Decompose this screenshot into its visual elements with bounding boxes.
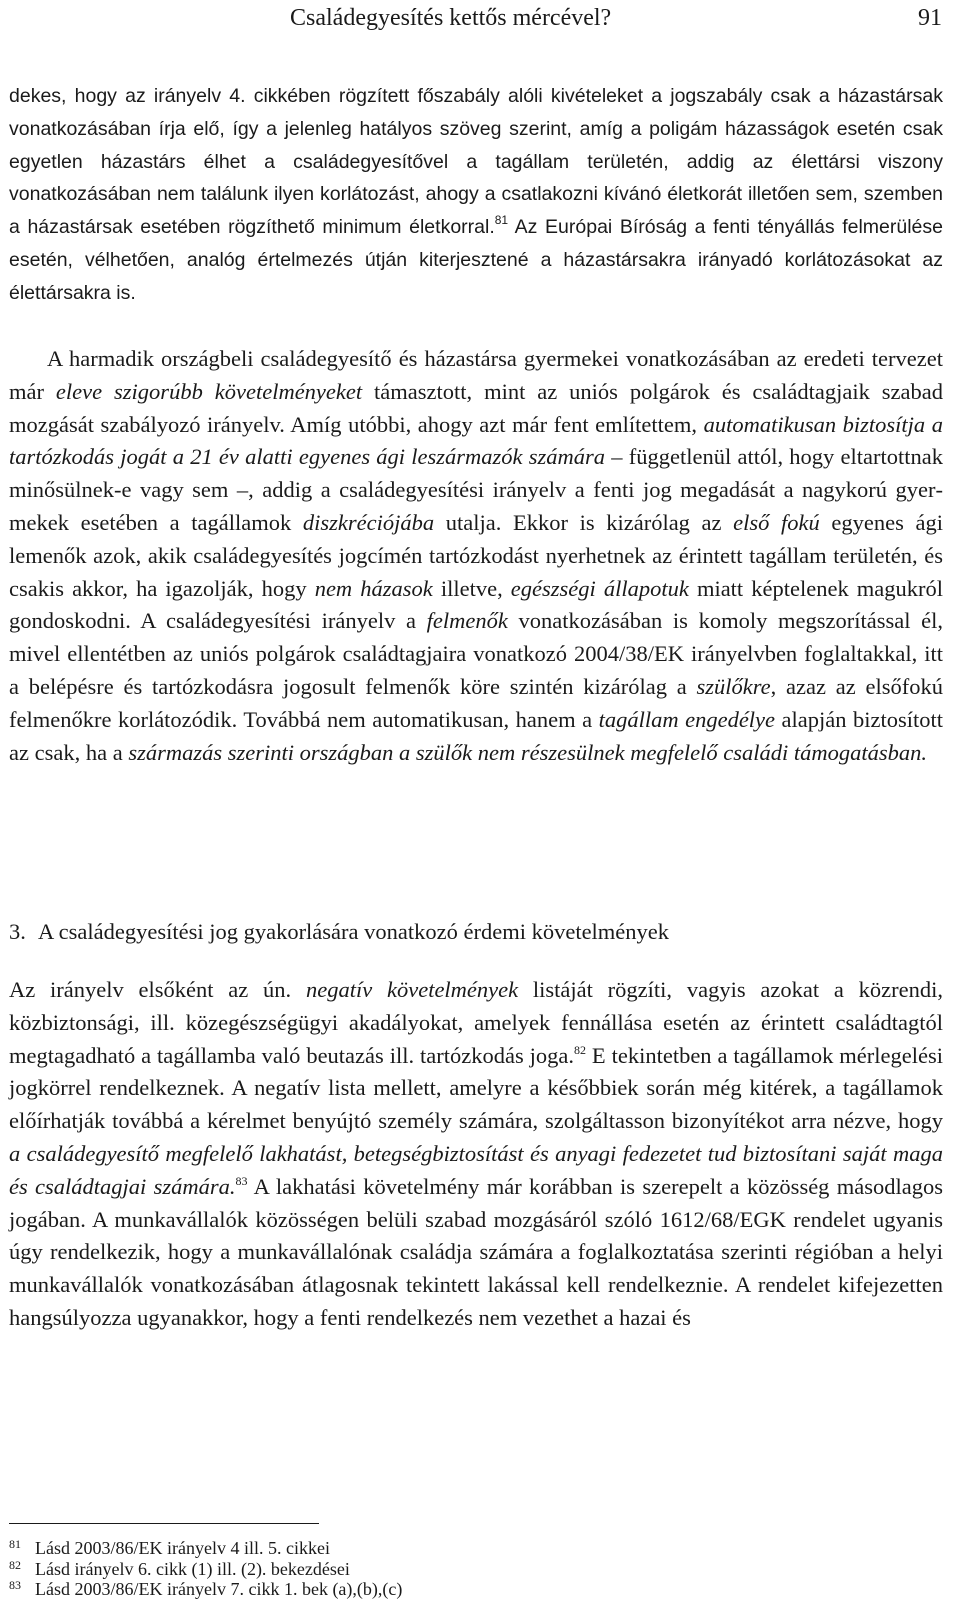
text-run: A lakhatási követelmény már korábban is szerepelt a közösség másodlagos jogában. A munkavállalók közösségen belüli szabad mozgásáról szóló 1612/68/EGK rendelet ugyanis úgy rendelkezik, hogy a munkavállalónak családja számára a foglalkoztatása szerinti régióban a helyi munkavállalók vonatkozásában átlagosnak tekintett lakással kell rendelkeznie. A rendelet kifejezetten hangsúlyozza ugyanakkor, hogy a fenti rendelkezés nem vezethet a hazai és [9,1173,943,1330]
running-title: Családegyesítés kettős mércével? [290,5,612,31]
footnote-text: Lásd 2003/86/EK irányelv 7. cikk 1. bek (a),(b),(c) [35,1579,403,1599]
footnote-ref-81[interactable]: 81 [494,213,509,228]
italic-run: eleve szigorúbb követelményeket [55,378,363,404]
italic-run: a családegyesítő megfelelő lakhatást, betegségbiztosítást és anyagi fedezetet tud biztosítani saját maga és családtagjai számára. [9,1140,943,1199]
footnote-text: Lásd 2003/86/EK irányelv 4 ill. 5. cikkei [35,1538,330,1558]
footnote: 82 Lásd irányelv 6. cikk (1) ill. (2). bekezdései [9,1558,350,1579]
text-run: , azaz az elsőfokú felmenőkre korlátozódik. Továbbá nem automatikusan, hanem a [9,673,944,732]
italic-run: egészségi állapotuk [510,575,689,601]
text-run: E tekintetben a tagállamok mérlegelési jogkörrel rendelkeznek. A negatív lista mellett, amelyre a későbbiek során még kitérek, a tagállamok előírhatják továbbá a kérelmet benyújtó személy számára, szolgáltasson bizonyítékot arra nézve, hogy [9,1042,943,1134]
text-run: egyenes ági lemenők azok, akik családegyesítés jogcímén tartózkodást nyerhetnek az érintett tagállam területén, és csakis akkor, ha igazolják, hogy [9,509,943,601]
paragraph-continued [9,80,943,310]
text-run: alapján biztosított az csak, ha a [9,706,944,765]
footnote-text: Lásd irányelv 6. cikk (1) ill. (2). bekezdései [35,1559,350,1579]
footnote-ref-82[interactable]: 82 [574,1042,586,1057]
section-number: 3. [9,919,26,944]
italic-run: felmenők [426,608,508,634]
italic-run: tagállam engedélye [598,706,776,732]
italic-run: automatikusan biztosítja a tartózkodás jogát a 21 év alatti egyenes ági leszármazók számára [9,411,944,470]
page-number: 91 [918,5,942,31]
italic-run: negatív követelmények [305,977,519,1002]
text-run: vonatkozásában is komoly megszorítással él, mivel ellentétben az uniós polgárok családtagjaira vonatkozó 2004/38/EK irányelvben foglaltakkal, itt a belépésre és tartózkodásra jogosult felmenők köre szintén kizárólag a [9,608,944,699]
paragraph-children [9,343,943,769]
italic-run: első fokú [733,509,820,535]
italic-run: nem házasok [314,575,433,601]
running-header [290,0,942,36]
paragraph-negative-requirements [9,974,943,1335]
footnote: 83 Lásd 2003/86/EK irányelv 7. cikk 1. bek (a),(b),(c) [9,1578,403,1599]
text-run: illetve, [432,575,511,601]
text-run: miatt képtelenek magukról gondoskodni. A családegyesítési irányelv a [9,575,944,634]
text-run: támasztott, mint az uniós polgárok és családtagjaik szabad mozgását szabályozó irányelv. Amíg utóbbi, ahogy azt már fent említettem, [9,378,943,437]
text-run: – függetlenül attól, hogy eltartottnak minősülnek-e vagy sem –, addig a családegyesítési irányelv a fenti jog megadását a nagykorú gyermekek esetében a tagállamok [9,444,943,535]
italic-run: diszkréciójába [302,509,435,535]
italic-run: szülőkre [696,673,771,699]
text-run: dekes, hogy az irányelv 4. cikkében rögzített főszabály alóli kivételeket a jogszabály csak a házastársak vonatkozásában írja elő, így a jelenleg hatályos szöveg szerint, amíg a poligám házasságok esetén csak egyetlen házastárs élhet a családegyesítővel a tagállam területén, addig az élettársi viszony vonatkozásában nem találunk ilyen korlátozást, ahogy a csatlakozni kívánó életkorát illetően sem, szemben a házastársak esetében rögzíthető minimum életkorral. [9,85,943,239]
text-run: utalja. Ekkor is kizárólag az [434,509,734,535]
text-run: listáját rögzíti, vagyis azokat a közrendi, közbiztonsági, ill. közegészségügyi akadályokat, amelyek fennállása esetén az érintett családtagtól megtagadható a tagállamba való beutazás ill. tartózkodás joga. [9,977,943,1068]
text-run: A harmadik országbeli családegyesítő és házastársa gyermekei vonatkozásában az eredeti tervezet már [9,346,943,404]
footnote-ref-83[interactable]: 83 [235,1173,248,1188]
italic-run: származás szerinti országban a szülők nem részesülnek megfelelő családi támogatásban. [128,739,928,765]
footnote: 81 Lásd 2003/86/EK irányelv 4 ill. 5. cikkei [9,1537,330,1558]
section-heading [9,916,669,948]
text-run: Az irányelv elsőként az ún. [9,977,306,1002]
text-run: Az Európai Bíróság a fenti tényállás felmerülése esetén, vélhetően, analóg értelmezés útján kiterjesztené a házastársakra irányadó korlátozásokat az élettársakra is. [9,216,944,304]
section-title: A családegyesítési jog gyakorlására vonatkozó érdemi követelmények [38,919,670,944]
footnote-separator [9,1523,319,1524]
